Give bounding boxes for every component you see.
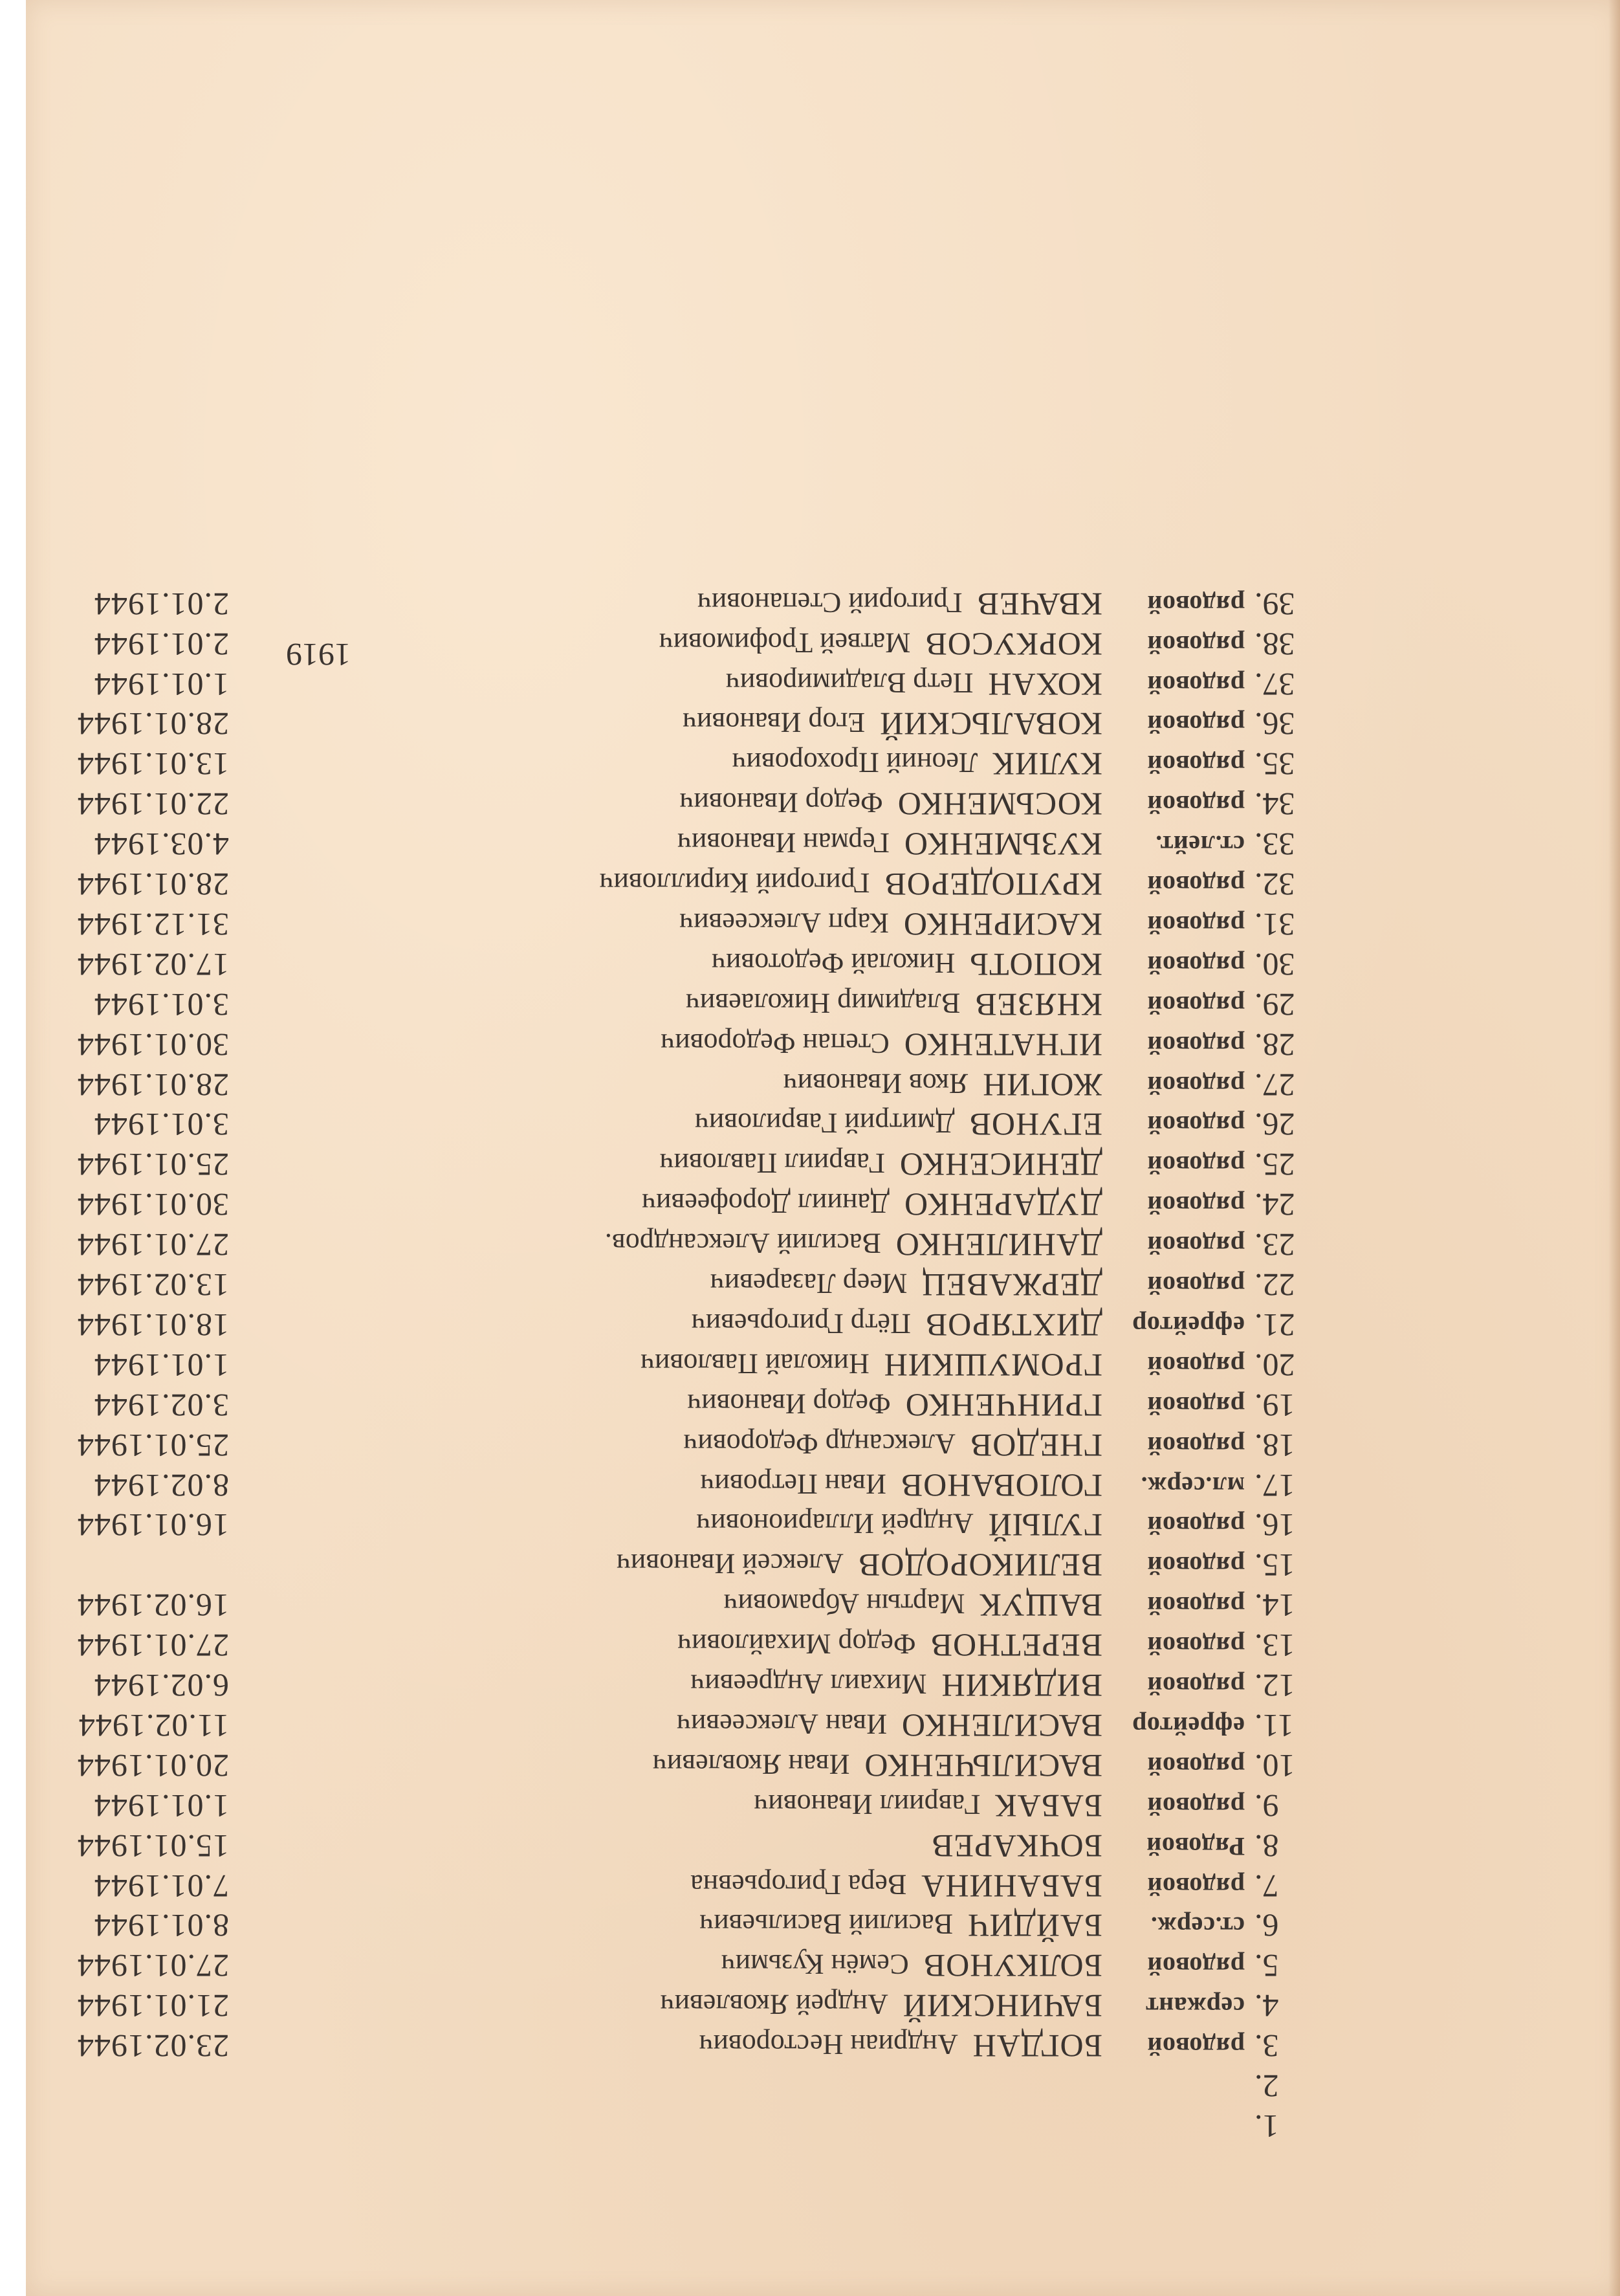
- row-surname: ГОЛОВАНОВ: [900, 1467, 1102, 1504]
- list-item: [0, 1424, 1620, 1468]
- row-rank: рядовой: [1147, 670, 1245, 700]
- row-date: 30.01.1944: [77, 1026, 229, 1063]
- list-item: [0, 1543, 1620, 1587]
- list-item: [0, 863, 1620, 907]
- row-number: 31.: [1254, 907, 1295, 943]
- row-given-names: Андрей Яковлевич: [660, 1989, 888, 2021]
- row-number: 18.: [1254, 1427, 1295, 1464]
- row-fullname: [679, 780, 1102, 826]
- row-number: 14.: [1254, 1587, 1295, 1624]
- list-item: [0, 1303, 1620, 1347]
- row-surname: ВЕРЕТНОВ: [930, 1628, 1102, 1664]
- row-rank: рядовой: [1147, 1431, 1245, 1461]
- row-rank: рядовой: [1147, 590, 1245, 619]
- list-item: [0, 1343, 1620, 1387]
- list-item: [0, 1704, 1620, 1748]
- row-given-names: Иван Алексеевич: [676, 1708, 887, 1740]
- row-date: 1.01.1944: [94, 1787, 229, 1824]
- row-number: 5.: [1254, 1948, 1279, 1985]
- row-surname: ИГНАТЕНКО: [903, 1026, 1102, 1063]
- row-number: 29.: [1254, 986, 1295, 1023]
- row-rank: рядовой: [1147, 911, 1245, 940]
- row-rank: рядовой: [1147, 1231, 1245, 1261]
- row-fullname: [690, 1662, 1102, 1708]
- row-fullname: [686, 981, 1102, 1027]
- list-item: [0, 1063, 1620, 1107]
- row-fullname: [677, 1622, 1102, 1668]
- row-date: 18.01.1944: [77, 1307, 229, 1343]
- row-number: 36.: [1254, 706, 1295, 743]
- list-item: [0, 1904, 1620, 1948]
- row-date: 27.01.1944: [77, 1227, 229, 1264]
- row-fullname: [659, 1141, 1102, 1187]
- row-surname: КАСИРЕНКО: [903, 907, 1102, 943]
- row-rank: рядовой: [1147, 750, 1245, 780]
- row-surname: ВИДЯКИН: [941, 1668, 1102, 1705]
- row-fullname: [679, 901, 1102, 947]
- row-number: 17.: [1254, 1467, 1295, 1504]
- row-date: 30.01.1944: [77, 1187, 229, 1224]
- row-number: 7.: [1254, 1868, 1279, 1904]
- row-date: 21.01.1944: [77, 1988, 229, 2025]
- row-fullname: [695, 1101, 1102, 1147]
- row-rank: рядовой: [1147, 1070, 1245, 1100]
- row-surname: КОРКУСОВ: [925, 626, 1102, 663]
- row-surname: ВАСИЛЕНКО: [901, 1708, 1102, 1744]
- list-item: [0, 1183, 1620, 1227]
- row-given-names: Федор Михайлович: [677, 1628, 916, 1661]
- row-rank: ефрейтор: [1132, 1311, 1245, 1340]
- row-rank: рядовой: [1147, 1751, 1245, 1781]
- list-item: [0, 903, 1620, 947]
- row-date: 8.01.1944: [94, 1908, 229, 1945]
- row-fullname: [640, 1341, 1102, 1387]
- row-fullname: [642, 1181, 1102, 1227]
- row-number: 35.: [1254, 746, 1295, 783]
- list-item: [0, 2104, 1620, 2148]
- row-given-names: Петр Владимирович: [725, 667, 974, 699]
- row-number: 8.: [1254, 1827, 1279, 1864]
- row-fullname: [696, 1502, 1102, 1548]
- row-fullname: [661, 1021, 1102, 1067]
- row-number: 23.: [1254, 1227, 1295, 1264]
- row-rank: рядовой: [1147, 1672, 1245, 1701]
- list-item: [0, 2064, 1620, 2108]
- list-item: [0, 782, 1620, 826]
- row-surname: БАЙДИЧ: [967, 1908, 1102, 1945]
- row-fullname: [700, 1462, 1102, 1508]
- row-date: 15.01.1944: [77, 1827, 229, 1864]
- row-number: 20.: [1254, 1347, 1295, 1384]
- row-date: 6.02.1944: [94, 1668, 229, 1705]
- row-rank: рядовой: [1147, 1351, 1245, 1380]
- row-fullname: [692, 1301, 1102, 1347]
- row-given-names: Николай Федотович: [711, 947, 956, 979]
- row-fullname: [683, 701, 1102, 747]
- row-given-names: Мартын Абрамович: [723, 1588, 965, 1620]
- row-given-names: Егор Иванович: [682, 707, 866, 739]
- list-item: [0, 2024, 1620, 2068]
- row-number: 22.: [1254, 1267, 1295, 1304]
- row-date: 3.01.1944: [94, 1107, 229, 1143]
- list-item: [0, 943, 1620, 987]
- row-rank: мл.серж.: [1141, 1471, 1245, 1501]
- row-rank: рядовой: [1147, 1591, 1245, 1621]
- row-given-names: Григорий Кириллович: [599, 867, 870, 900]
- row-number: 6.: [1254, 1908, 1279, 1945]
- row-fullname: [732, 740, 1102, 786]
- row-date: 13.02.1944: [77, 1267, 229, 1304]
- row-fullname: [710, 1261, 1102, 1307]
- row-number: 13.: [1254, 1628, 1295, 1664]
- row-number: 34.: [1254, 786, 1295, 823]
- row-fullname: [783, 1061, 1102, 1107]
- row-given-names: Василий Александров.: [604, 1228, 881, 1260]
- row-fullname: [1088, 2062, 1102, 2108]
- list-item: [0, 742, 1620, 786]
- row-given-names: Карп Алексеевич: [679, 907, 889, 939]
- row-number: 1.: [1254, 2108, 1279, 2145]
- list-item: [0, 1624, 1620, 1668]
- list-item: [0, 1143, 1620, 1187]
- row-surname: ЕГУНОВ: [969, 1107, 1102, 1143]
- row-number: 3.: [1254, 2028, 1279, 2065]
- row-surname: БОЧКАРЕВ: [931, 1827, 1102, 1864]
- row-given-names: Иван Петрович: [700, 1468, 886, 1500]
- row-given-names: Пётр Григорьевич: [691, 1308, 911, 1340]
- row-fullname: [659, 621, 1102, 667]
- row-fullname: [917, 1822, 1102, 1868]
- list-item: [0, 703, 1620, 747]
- row-number: 37.: [1254, 666, 1295, 703]
- row-number: 16.: [1254, 1507, 1295, 1544]
- row-date: 2.01.1944: [94, 626, 229, 663]
- row-given-names: Гавриил Иванович: [754, 1788, 981, 1820]
- row-given-names: Семён Кузьмич: [721, 1948, 909, 1981]
- row-date: 1.01.1944: [94, 1347, 229, 1384]
- list-item: [0, 623, 1620, 667]
- row-surname: ДИХТЯРОВ: [925, 1307, 1102, 1343]
- row-fullname: [754, 1782, 1102, 1828]
- row-fullname: [687, 1382, 1102, 1428]
- row-rank: рядовой: [1147, 1191, 1245, 1220]
- row-fullname: [660, 1982, 1102, 2028]
- row-given-names: Меер Лазаревич: [710, 1268, 908, 1300]
- row-date: 2.01.1944: [94, 586, 229, 623]
- row-given-names: Владимир Николаевич: [685, 987, 961, 1019]
- row-given-names: Леоний Прохорович: [732, 747, 978, 779]
- row-fullname: [690, 1862, 1102, 1908]
- row-given-names: Федор Иванович: [687, 1387, 891, 1420]
- row-surname: ДУДАРЕНКО: [904, 1187, 1102, 1224]
- list-item: [0, 1023, 1620, 1067]
- row-given-names: Александр Федорович: [683, 1428, 956, 1460]
- row-surname: КРУПОДЕРОВ: [884, 867, 1102, 903]
- list-item: [0, 1384, 1620, 1428]
- list-item: [0, 582, 1620, 626]
- row-surname: ГРИНЧЕНКО: [904, 1387, 1102, 1424]
- row-fullname: [599, 861, 1102, 907]
- row-given-names: Гавриил Павлович: [659, 1147, 885, 1180]
- row-date: 16.01.1944: [77, 1507, 229, 1544]
- row-fullname: [653, 1742, 1102, 1788]
- row-fullname: [697, 580, 1102, 626]
- row-date: 28.01.1944: [77, 706, 229, 743]
- row-number: 12.: [1254, 1668, 1295, 1705]
- row-fullname: [723, 1582, 1102, 1628]
- row-given-names: Андрей Илларионович: [696, 1508, 974, 1540]
- row-rank: рядовой: [1147, 1952, 1245, 1981]
- row-number: 21.: [1254, 1307, 1295, 1343]
- row-rank: рядовой: [1147, 870, 1245, 900]
- row-date: 20.01.1944: [77, 1747, 229, 1784]
- row-number: 30.: [1254, 946, 1295, 983]
- row-rank: рядовой: [1147, 1791, 1245, 1821]
- row-number: 9.: [1254, 1787, 1279, 1824]
- row-given-names: Степан Федорович: [661, 1027, 890, 1059]
- list-item: [0, 663, 1620, 707]
- list-item: [0, 1744, 1620, 1788]
- row-date: 11.02.1944: [78, 1708, 229, 1744]
- row-rank: Рядовой: [1146, 1831, 1245, 1861]
- row-rank: рядовой: [1147, 1110, 1245, 1140]
- list-item: [0, 1584, 1620, 1628]
- row-date: 3.01.1944: [94, 986, 229, 1023]
- list-item: [0, 1784, 1620, 1828]
- row-surname: БОГДАН: [972, 2028, 1102, 2065]
- row-given-names: Григорий Степанович: [697, 586, 963, 619]
- row-surname: КВАЧЕВ: [976, 586, 1102, 623]
- row-given-names: Иван Яковлевич: [652, 1748, 850, 1780]
- row-rank: ст.лейт.: [1155, 830, 1245, 860]
- row-surname: КОСЬМЕНКО: [897, 786, 1102, 823]
- row-surname: БАБАК: [994, 1787, 1102, 1824]
- row-surname: ГНЕДОВ: [969, 1427, 1102, 1464]
- row-fullname: [677, 821, 1102, 867]
- row-rank: рядовой: [1147, 630, 1245, 659]
- row-given-names: Василий Васильевич: [699, 1908, 954, 1941]
- row-date: 13.01.1944: [77, 746, 229, 783]
- row-rank: рядовой: [1147, 790, 1245, 820]
- row-surname: КОХАН: [987, 666, 1102, 703]
- row-given-names: Федор Иванович: [679, 787, 883, 819]
- row-date: 8.02.1944: [94, 1467, 229, 1504]
- row-number: 33.: [1254, 826, 1295, 863]
- list-item: [0, 1263, 1620, 1307]
- row-fullname: [699, 2022, 1102, 2068]
- row-date: 28.01.1944: [77, 1066, 229, 1103]
- row-fullname: [712, 941, 1102, 987]
- row-fullname: [721, 1942, 1102, 1988]
- row-fullname: [617, 1541, 1102, 1587]
- row-number: 19.: [1254, 1387, 1295, 1424]
- row-rank: рядовой: [1147, 1391, 1245, 1420]
- list-item: [0, 1944, 1620, 1988]
- row-fullname: [726, 661, 1102, 707]
- row-date: 1.01.1944: [94, 666, 229, 703]
- row-rank: сержант: [1145, 1992, 1245, 2022]
- row-date: 16.02.1944: [77, 1587, 229, 1624]
- row-fullname: [683, 1422, 1102, 1468]
- row-given-names: Герман Иванович: [677, 827, 890, 859]
- row-rank: рядовой: [1147, 1271, 1245, 1301]
- row-date: 27.01.1944: [77, 1948, 229, 1985]
- row-surname: ДЕРЖАВЕЦ: [921, 1267, 1102, 1304]
- row-surname: КОПОТЬ: [969, 946, 1102, 983]
- row-rank: рядовой: [1147, 710, 1245, 740]
- row-number: 26.: [1254, 1107, 1295, 1143]
- row-number: 4.: [1254, 1988, 1279, 2025]
- row-rank: рядовой: [1147, 1151, 1245, 1180]
- row-surname: ГУЛЫЙ: [987, 1507, 1102, 1544]
- row-number: 39.: [1254, 586, 1295, 623]
- row-number: 28.: [1254, 1026, 1295, 1063]
- row-surname: ЖОГИН: [982, 1066, 1102, 1103]
- list-item: [0, 1223, 1620, 1267]
- row-given-names: Михаил Андреевич: [690, 1668, 927, 1701]
- row-date: 17.02.1944: [77, 946, 229, 983]
- row-rank: рядовой: [1147, 950, 1245, 980]
- row-given-names: Николай Павлович: [640, 1347, 870, 1380]
- row-surname: БАБАНИНА: [921, 1868, 1102, 1904]
- list-item: [0, 1984, 1620, 2028]
- row-surname: ДЕНИСЕНКО: [899, 1147, 1102, 1184]
- row-rank: ефрейтор: [1132, 1712, 1245, 1741]
- list-item: [0, 1504, 1620, 1548]
- row-date: 4.03.1944: [94, 826, 229, 863]
- list-item: [0, 1864, 1620, 1908]
- row-date: 22.01.1944: [77, 786, 229, 823]
- row-fullname: [677, 1702, 1102, 1748]
- row-rank: рядовой: [1147, 1030, 1245, 1060]
- row-number: 2.: [1254, 2068, 1279, 2105]
- row-date: 28.01.1944: [77, 867, 229, 903]
- row-number: 10.: [1254, 1747, 1295, 1784]
- row-surname: ВАСИЛЬЧЕНКО: [864, 1747, 1102, 1784]
- row-surname: КУЛИК: [992, 746, 1102, 783]
- row-number: 32.: [1254, 867, 1295, 903]
- row-date: 25.01.1944: [77, 1147, 229, 1184]
- row-rank: рядовой: [1147, 1871, 1245, 1901]
- row-given-names: Андриан Несторович: [699, 2029, 958, 2061]
- list-item: [0, 1664, 1620, 1708]
- row-fullname: [605, 1221, 1102, 1267]
- row-given-names: Даниил Дорофеевич: [641, 1187, 890, 1220]
- row-surname: КНЯЗЕВ: [974, 986, 1102, 1023]
- row-surname: ВАЩУК: [979, 1587, 1102, 1624]
- row-date: 31.12.1944: [77, 907, 229, 943]
- row-date: 27.01.1944: [77, 1628, 229, 1664]
- row-rank: рядовой: [1147, 1551, 1245, 1581]
- row-number: 38.: [1254, 626, 1295, 663]
- list-item: [0, 983, 1620, 1027]
- row-given-names: Яков Иванович: [783, 1067, 969, 1099]
- row-date: 3.02.1944: [94, 1387, 229, 1424]
- row-surname: КОВАЛЬСКИЙ: [879, 706, 1102, 743]
- row-given-names: Дмитрий Гаврилович: [694, 1107, 955, 1140]
- row-date: 23.02.1944: [77, 2028, 229, 2065]
- row-number: 24.: [1254, 1187, 1295, 1224]
- row-fullname: [1088, 2103, 1102, 2148]
- list-item: [0, 1103, 1620, 1147]
- row-rank: ст.серж.: [1150, 1912, 1245, 1941]
- row-fullname: [699, 1903, 1102, 1948]
- list-item: [0, 1464, 1620, 1508]
- row-surname: БАЧИНСКИЙ: [902, 1988, 1102, 2025]
- row-rank: рядовой: [1147, 990, 1245, 1020]
- page-number: 1919: [286, 637, 351, 673]
- row-rank: рядовой: [1147, 2032, 1245, 2062]
- row-given-names: Вера Григорьевна: [690, 1868, 907, 1901]
- row-surname: ВЕЛИКОРОДОВ: [857, 1547, 1102, 1584]
- row-rank: рядовой: [1147, 1631, 1245, 1661]
- row-surname: КУЗЬМЕНКО: [903, 826, 1102, 863]
- row-given-names: Матвей Трофимович: [659, 626, 911, 659]
- row-date: 25.01.1944: [77, 1427, 229, 1464]
- row-given-names: Алексей Иванович: [616, 1548, 844, 1580]
- row-date: 7.01.1944: [94, 1868, 229, 1904]
- row-rank: рядовой: [1147, 1511, 1245, 1541]
- row-number: 27.: [1254, 1066, 1295, 1103]
- list-item: [0, 1824, 1620, 1868]
- row-surname: ГРОМУШКИН: [883, 1347, 1102, 1384]
- row-number: 15.: [1254, 1547, 1295, 1584]
- row-number: 11.: [1254, 1708, 1294, 1744]
- row-surname: БОЛКУНОВ: [923, 1948, 1102, 1985]
- list-item: [0, 822, 1620, 867]
- row-number: 25.: [1254, 1147, 1295, 1184]
- row-surname: ДАНИЛЕНКО: [895, 1227, 1102, 1264]
